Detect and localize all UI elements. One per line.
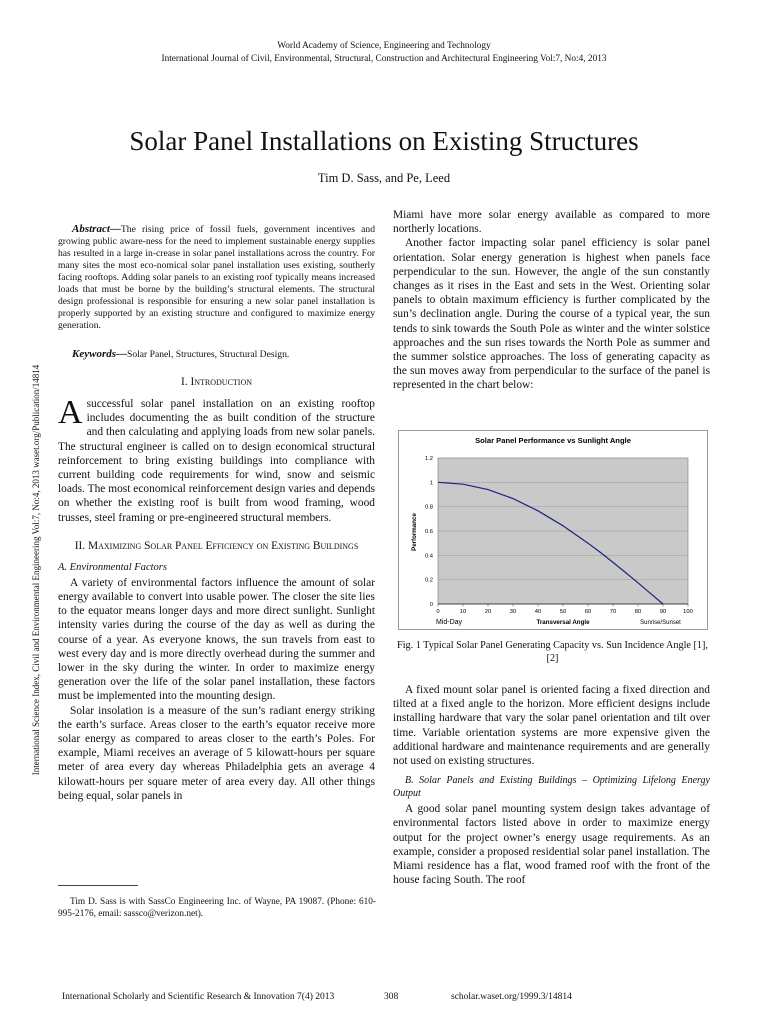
y-tick-label: 0.6 — [424, 529, 433, 535]
x-tick-label: 10 — [459, 609, 467, 615]
x-tick-label: 90 — [659, 609, 667, 615]
abstract-text: The rising price of fossil fuels, government incentives and growing public aware-ness for the need to implement sustainable energy supplies has resulted in a large in-crease in solar panel installations across the country. For many sites the most eco-nomical solar panel installation uses existing, southerly facing rooftops. Adding solar panels to an existing roof typically means increased loads that must be borne by the building’s structural elements. The structural design professional is responsible for ensuring a new solar panel installation is properly supported by an existing structure and configured to maximize energy generation. — [58, 224, 375, 331]
y-tick-label: 0.8 — [424, 504, 433, 511]
right-paragraph-2: Another factor impacting solar panel efficiency is solar panel orientation. Solar energy generation is highest when panels face perpendicular to the sun. However, the angle of the sun constantly changes as it rises in the East and sets in the West. Orienting solar panels to obtain maximum efficiency is further complicated by the sun’s declination angle. During the course of a typical year, the sun tends to sink towards the South Pole as winter and the winter solstice approaches and the sun rises towards the North Pole as summer and the summer solstice approaches. The loss of generating capacity as the sun moves away from perpendicular to the surface of the panel is represented in the chart below: — [393, 237, 710, 392]
sidebar-citation-text: International Science Index, Civil and Environmental Engineering Vol:7, No:4, 2013 waset.org/Publication/14814 — [31, 364, 41, 776]
intro-text: successful solar panel installation on an existing rooftop includes documenting the as built condition of the structure and then calculating and applying loads from new solar panels. The structural engineer is called on to design economical structural reinforcement to bring existing buildings into compliance with current building code requirements for wind, snow and seismic loads. The most economical reinforcement design varies and depends on whether the existing roof is built from wood framing, wood trusses, steel framing or pre-engineered structural members. — [58, 398, 375, 524]
section-heading-2: II. Maximizing Solar Panel Efficiency on Existing Buildings — [74, 539, 359, 552]
paper-title: Solar Panel Installations on Existing Structures — [129, 126, 639, 156]
annotation-sunrise-sunset: Sunrise/Sunset — [640, 620, 681, 626]
subsection-heading-2a: A. Environmental Factors — [58, 561, 167, 573]
y-tick-label: 0.2 — [424, 577, 433, 584]
left-column — [58, 223, 375, 803]
drop-cap: A — [58, 394, 83, 431]
footer-journal: International Scholarly and Scientific Research & Innovation 7(4) 2013 — [62, 992, 335, 1002]
keywords-label: Keywords— — [72, 348, 127, 360]
header-line-2: International Journal of Civil, Environmental, Structural, Construction and Architectural Engineering Vol:7, No:4, 2013 — [161, 54, 607, 64]
sec2b-paragraph-1: A good solar panel mounting system design takes advantage of environmental factors listed above in order to maximize energy output for the project owner’s energy usage requirements. As an example, consider a proposed residential solar panel installation. The Miami residence has a flat, wood framed roof with the front of the house facing South. The roof — [393, 803, 710, 887]
author-footnote: Tim D. Sass is with SassCo Engineering Inc. of Wayne, PA 19087. (Phone: 610-995-2176, email: sassco@verizon.net). — [58, 897, 376, 919]
y-tick-label: 0 — [429, 602, 433, 608]
sec2a-paragraph-2: Solar insolation is a measure of the sun’s radiant energy striking the earth’s surface. Areas closer to the earth’s equator receive more solar energy as compared to areas closer to the earth’s Poles. For example, Miami receives an average of 5 kilowatt-hours per square meter of area every day whereas Philadelphia gets an average 4 kilowatt-hours per square meter of area every day. All other things being equal, solar panels in — [58, 704, 375, 802]
x-tick-label: 60 — [584, 609, 592, 615]
paper-authors: Tim D. Sass, and Pe, Leed — [317, 171, 451, 185]
y-tick-label: 0.4 — [424, 553, 433, 560]
abstract — [58, 223, 375, 332]
chart-title: Solar Panel Performance vs Sunlight Angle — [475, 436, 631, 445]
header-line-1: World Academy of Science, Engineering and Technology — [277, 41, 491, 51]
right-column-upper — [393, 208, 710, 393]
footnote-rule — [58, 885, 138, 886]
y-tick-label: 1.2 — [424, 456, 433, 462]
section-heading-introduction: I. Introduction — [180, 376, 253, 388]
chart-x-axis-label: Transversal Angle — [536, 619, 590, 626]
x-tick-label: 0 — [436, 609, 440, 615]
x-tick-label: 30 — [509, 609, 517, 615]
footer-page-number: 308 — [384, 992, 399, 1002]
abstract-label: Abstract— — [72, 223, 121, 235]
x-tick-label: 40 — [534, 609, 542, 615]
right-column-lower — [393, 683, 710, 887]
keywords-text: Solar Panel, Structures, Structural Design. — [127, 349, 290, 360]
sec2a-paragraph-1: A variety of environmental factors influence the amount of solar energy available to convert into usable power. The closer the site lies to the equator means longer days and more direct sunlight. Sunlight intensity varies during the course of the day as well as during the course of a year. As everyone knows, the sun travels from east to west every day and is more directly overhead during the summer and lower in the sky during the winter. In order to maximize energy generation over the life of the solar panel installation, these factors must be implemented into the mounting design. — [58, 576, 375, 703]
x-tick-label: 70 — [609, 609, 617, 615]
x-tick-label: 50 — [559, 609, 567, 615]
footer-url[interactable]: scholar.waset.org/1999.3/14814 — [451, 992, 572, 1002]
intro-paragraph — [58, 394, 375, 525]
y-tick-label: 1 — [429, 480, 433, 487]
keywords — [58, 348, 375, 361]
chart-svg — [398, 430, 708, 630]
figure-1-caption: Fig. 1 Typical Solar Panel Generating Capacity vs. Sun Incidence Angle [1], [2] — [397, 640, 708, 664]
x-tick-label: 80 — [634, 609, 642, 615]
chart-plot-area — [425, 456, 693, 626]
right-paragraph-1: Miami have more solar energy available as compared to more northerly locations. — [393, 209, 710, 236]
subsection-heading-2b: B. Solar Panels and Existing Buildings – Optimizing Lifelong Energy Output — [393, 775, 710, 800]
chart-y-axis-label: Performance — [411, 513, 418, 551]
sidebar-citation — [26, 330, 46, 810]
x-tick-label: 20 — [484, 609, 492, 615]
x-tick-label: 100 — [683, 609, 693, 615]
journal-header — [0, 40, 768, 66]
right-paragraph-3: A fixed mount solar panel is oriented facing a fixed direction and tilted at a fixed angle to the horizon. More efficient designs include installing hardware that vary the solar panel orientation and tilt over time. Variable orientation systems are more expensive given the additional hardware and maintenance requirements and are generally not used on existing structures. — [393, 684, 710, 768]
figure-1-chart — [398, 430, 708, 630]
annotation-mid-day: Mid-Day — [436, 619, 463, 626]
